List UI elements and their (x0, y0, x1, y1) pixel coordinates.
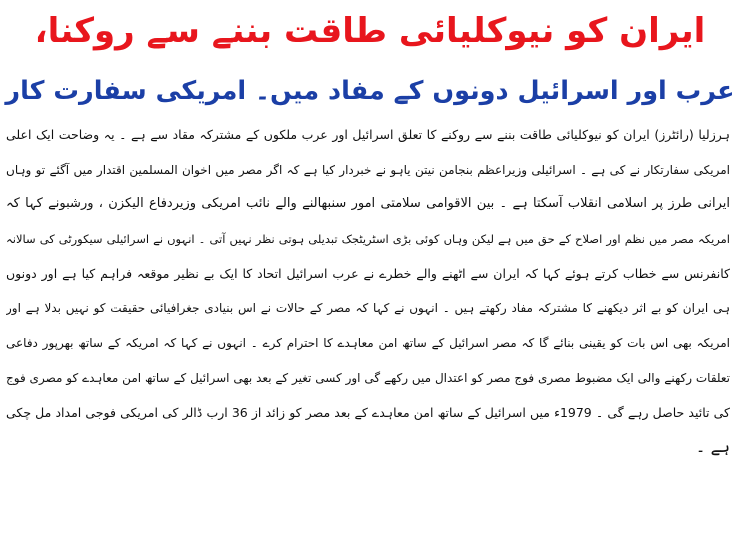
headline: ایران کو نیوکلیائی طاقت بننے سے روکنا، (34, 11, 706, 51)
subheadline: عرب اور اسرائیل دونوں کے مفاد میں۔ امریکی سفارت کار (5, 76, 735, 106)
body-line: امریکہ بھی اس بات کو یقینی بنائے گا کہ مصر اسرائیل کے ساتھ امن معاہدے کا احترام کرے ۔ انہوں نے کہا کہ امریکہ کے ساتھ بھرپور دفاعی (6, 336, 730, 351)
body-line: کانفرنس سے خطاب کرتے ہوئے کہا کہ ایران سے اٹھنے والے خطرے نے عرب اسرائیل اتحاد کا ایک بے نظیر موقعہ فراہم کیا ہے اور دونوں (6, 265, 730, 281)
body-line: ہرزلیا (رائٹرز) ایران کو نیوکلیائی طاقت بننے سے روکنے کا تعلق اسرائیل اور عرب ملکوں کے مشترکہ مقاد سے ہے ۔ یہ وضاحت ایک اعلی (6, 127, 730, 142)
body-line: ہی ایران کو بے اثر دیکھنے کا مشترکہ مفاد رکھتے ہیں ۔ انہوں نے کہا کہ مصر کے حالات نے اس بنیادی جغرافیائی حقیقت کو نہیں بدلا ہے اور (6, 301, 730, 316)
body-line: ایرانی طرز پر اسلامی انقلاب آسکتا ہے ۔ بین الاقوامی سلامتی امور سنبھالنے والے نائب امریکی وزیردفاع الیکزن ، ورشبونے کہا کہ (6, 196, 730, 212)
body-line: کی تائید حاصل رہے گی ۔ 1979ء میں اسرائیل کے ساتھ امن معاہدے کے بعد مصر کو زائد از 36 ارب ڈالر کی امریکی فوجی امداد مل چکی (6, 404, 730, 420)
body-line: تعلقات رکھنے والی ایک مضبوط مصری فوج مصر کو اعتدال میں رکھے گی اور کسی تغیر کے بعد بھی اسرائیل کے ساتھ امن معاہدے کو مصری فوج (6, 370, 730, 385)
body-line: امریکی سفارتکار نے کی ہے ۔ اسرائیلی وزیراعظم بنجامن نیتن یاہو نے خبردار کیا ہے کہ اگر مصر میں اخوان المسلمین اقتدار میں آگئے تو وہاں (6, 162, 730, 177)
article-body (6, 118, 730, 465)
body-line: امریکہ مصر میں نظم اور اصلاح کے حق میں ہے لیکن وہاں کوئی بڑی اسٹریٹجک تبدیلی ہوتی نظر نہیں آتی ۔ انہوں نے اسرائیلی سیکورٹی کی سالانہ (6, 232, 730, 247)
body-line: ہے ۔ (695, 437, 730, 457)
